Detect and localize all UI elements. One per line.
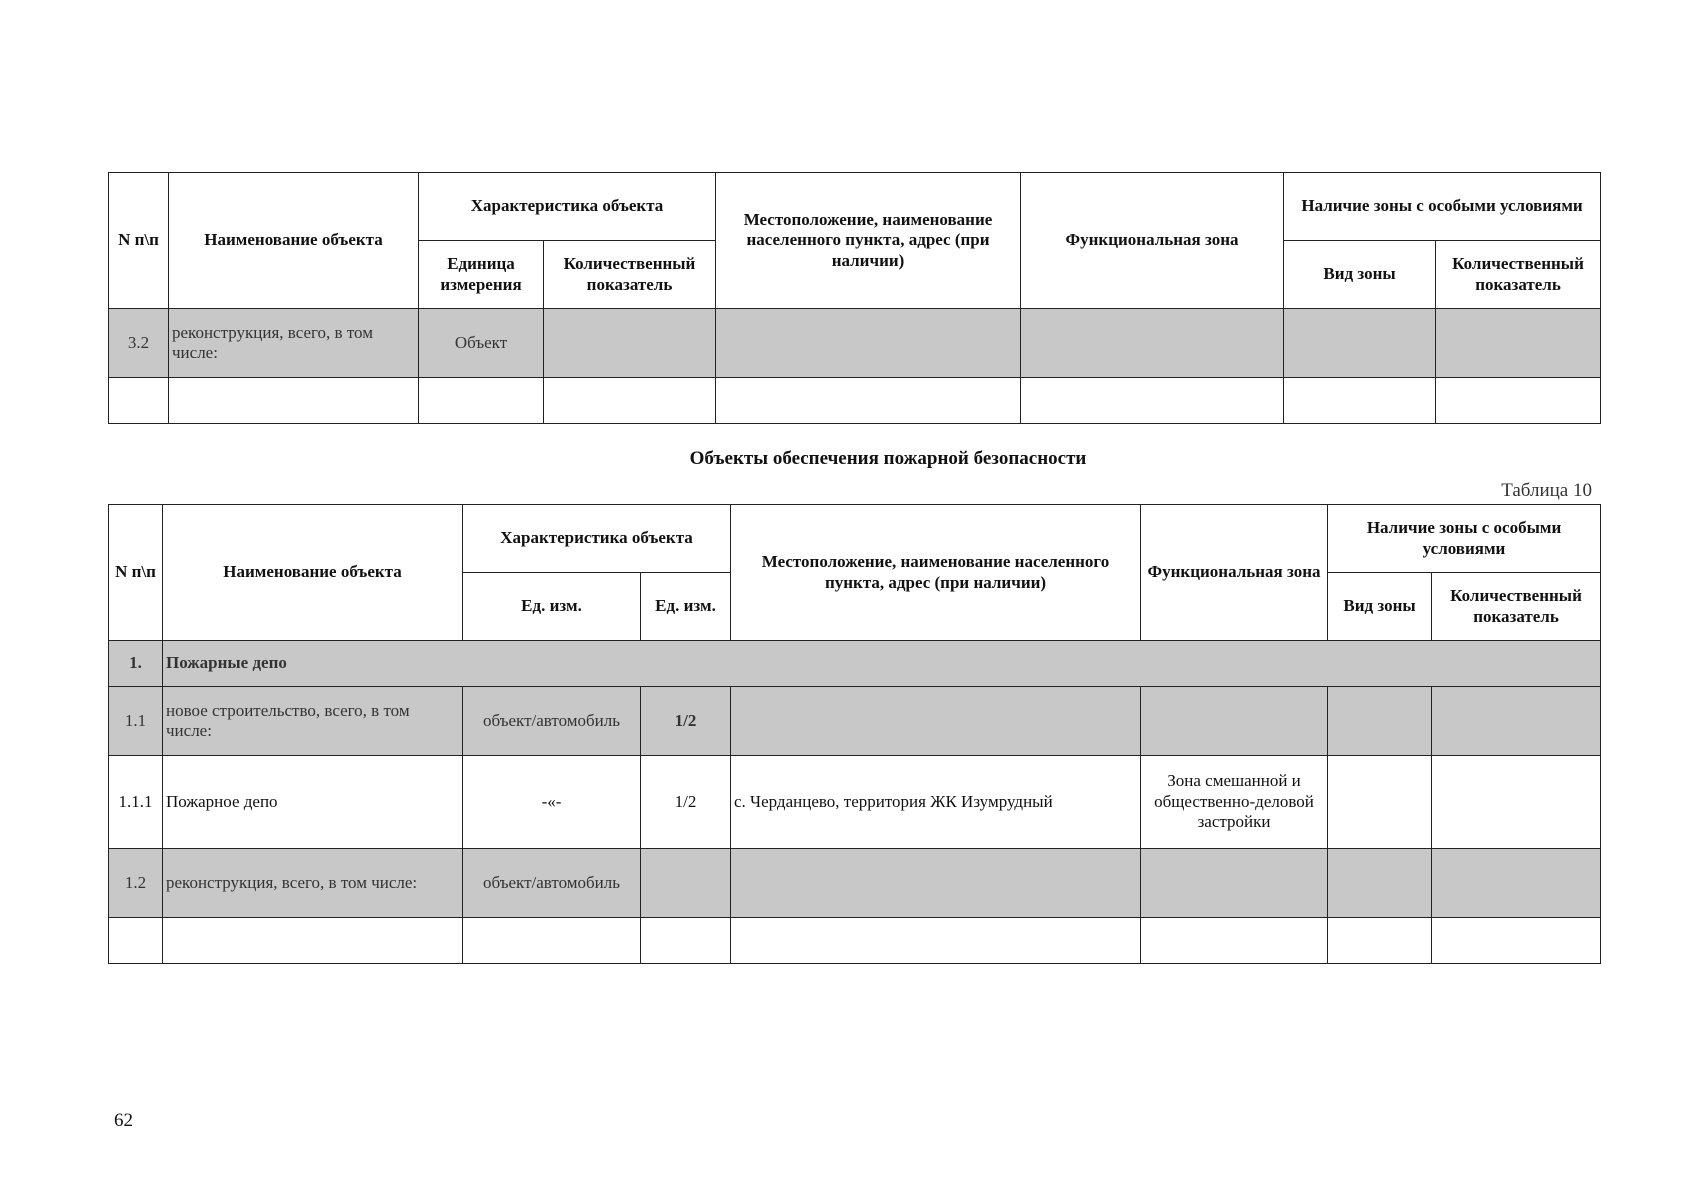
cell-quantity [544, 378, 716, 424]
cell-name: Пожарное депо [163, 756, 463, 849]
cell-name [169, 378, 419, 424]
cell-quantity [544, 309, 716, 378]
cell-zone-type [1328, 849, 1432, 918]
header-special-zone: Наличие зоны с особыми условиями [1284, 173, 1601, 241]
cell-num: 1.1.1 [109, 756, 163, 849]
cell-functional-zone [1021, 378, 1284, 424]
table-row [109, 687, 1601, 756]
cell-zone-quantity [1432, 918, 1601, 964]
cell-quantity [641, 918, 731, 964]
cell-group-name: Пожарные депо [163, 641, 1601, 687]
cell-location [731, 849, 1141, 918]
cell-unit: объект/автомобиль [463, 849, 641, 918]
table-row [109, 756, 1601, 849]
cell-zone-quantity [1432, 756, 1601, 849]
header-characteristic: Характеристика объекта [463, 505, 731, 573]
page-number: 62 [114, 1110, 133, 1131]
cell-unit: объект/автомобиль [463, 687, 641, 756]
cell-unit [463, 918, 641, 964]
header-unit: Единица измерения [419, 241, 544, 309]
header-zone-quantity: Количественный показатель [1436, 241, 1601, 309]
header-location: Местоположение, наименование населенного пункта, адрес (при наличии) [716, 173, 1021, 309]
section-title: Объекты обеспечения пожарной безопасности [689, 448, 1087, 469]
cell-zone-type [1328, 756, 1432, 849]
header-zone-type: Вид зоны [1328, 573, 1432, 641]
group-row [109, 641, 1601, 687]
cell-functional-zone [1141, 918, 1328, 964]
header-special-zone: Наличие зоны с особыми условиями [1328, 505, 1601, 573]
cell-zone-quantity [1432, 687, 1601, 756]
header-name: Наименование объекта [169, 173, 419, 309]
cell-zone-type [1284, 309, 1436, 378]
cell-functional-zone: Зона смешанной и общественно-деловой застройки [1141, 756, 1328, 849]
cell-num [109, 378, 169, 424]
header-num: N п\п [109, 173, 169, 309]
header-zone-quantity: Количественный показатель [1432, 573, 1601, 641]
cell-name: новое строительство, всего, в том числе: [163, 687, 463, 756]
table-row [109, 309, 1601, 378]
header-name: Наименование объекта [163, 505, 463, 641]
cell-functional-zone [1141, 849, 1328, 918]
cell-zone-type [1328, 687, 1432, 756]
cell-num: 1.2 [109, 849, 163, 918]
cell-zone-quantity [1436, 309, 1601, 378]
cell-location [731, 918, 1141, 964]
cell-name [163, 918, 463, 964]
header-quantity: Количественный показатель [544, 241, 716, 309]
cell-name: реконструкция, всего, в том числе: [163, 849, 463, 918]
cell-zone-quantity [1432, 849, 1601, 918]
table-row [109, 849, 1601, 918]
cell-name: реконструкция, всего, в том числе: [169, 309, 419, 378]
cell-num: 1.1 [109, 687, 163, 756]
cell-functional-zone [1021, 309, 1284, 378]
cell-num [109, 918, 163, 964]
cell-zone-type [1284, 378, 1436, 424]
cell-location [716, 378, 1021, 424]
header-num: N п\п [109, 505, 163, 641]
table-row [109, 378, 1601, 424]
cell-num: 3.2 [109, 309, 169, 378]
infrastructure-table-continued [108, 172, 1601, 424]
cell-quantity: 1/2 [641, 687, 731, 756]
cell-location [731, 687, 1141, 756]
cell-unit: Объект [419, 309, 544, 378]
cell-quantity: 1/2 [641, 756, 731, 849]
header-location: Местоположение, наименование населенного пункта, адрес (при наличии) [731, 505, 1141, 641]
cell-quantity [641, 849, 731, 918]
table-row [109, 918, 1601, 964]
cell-location: с. Черданцево, территория ЖК Изумрудный [731, 756, 1141, 849]
header-unit: Ед. изм. [463, 573, 641, 641]
cell-functional-zone [1141, 687, 1328, 756]
cell-zone-quantity [1436, 378, 1601, 424]
fire-safety-table [108, 504, 1601, 964]
cell-zone-type [1328, 918, 1432, 964]
table-number: Таблица 10 [1501, 480, 1592, 501]
header-functional-zone: Функциональная зона [1141, 505, 1328, 641]
header-unit-2: Ед. изм. [641, 573, 731, 641]
cell-unit: -«- [463, 756, 641, 849]
cell-location [716, 309, 1021, 378]
cell-num: 1. [109, 641, 163, 687]
header-characteristic: Характеристика объекта [419, 173, 716, 241]
cell-unit [419, 378, 544, 424]
header-zone-type: Вид зоны [1284, 241, 1436, 309]
header-functional-zone: Функциональная зона [1021, 173, 1284, 309]
